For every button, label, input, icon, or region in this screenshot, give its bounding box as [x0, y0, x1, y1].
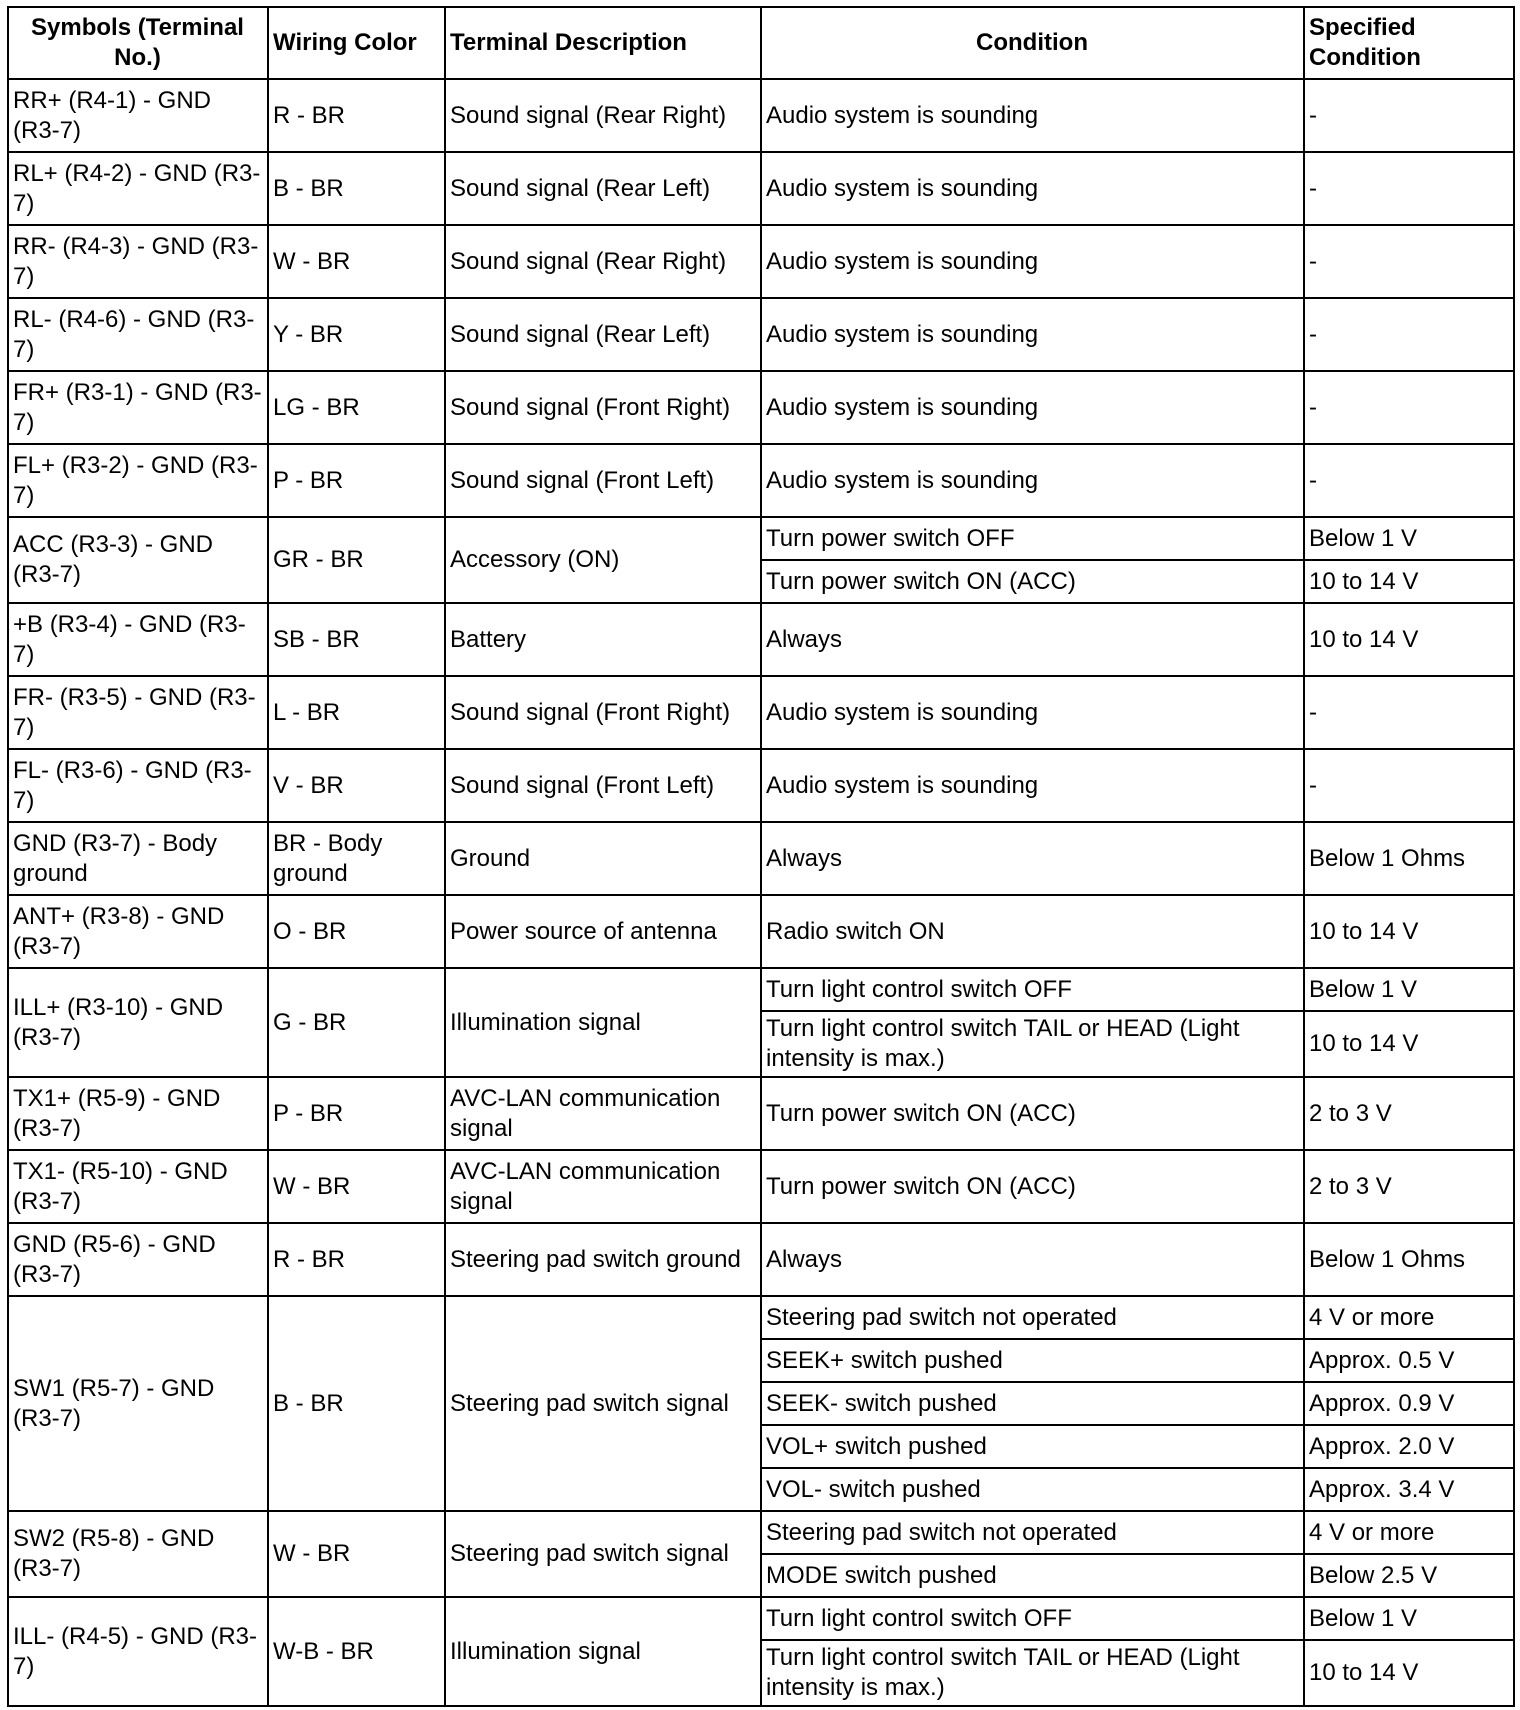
table-row	[8, 298, 1514, 371]
condition-cell: Always	[761, 822, 1304, 895]
condition-cell: Audio system is sounding	[761, 676, 1304, 749]
table-row	[8, 371, 1514, 444]
table-body	[8, 79, 1514, 1706]
specified-condition-cell: Approx. 0.9 V	[1304, 1382, 1514, 1425]
terminal-description-cell: Accessory (ON)	[445, 517, 761, 603]
wiring-color-cell: W - BR	[268, 1150, 445, 1223]
terminal-description-cell: Illumination signal	[445, 1597, 761, 1706]
symbol-cell: ANT+ (R3-8) - GND (R3-7)	[8, 895, 268, 968]
terminal-description-cell: Ground	[445, 822, 761, 895]
header-row	[8, 7, 1514, 79]
terminal-description-cell: Illumination signal	[445, 968, 761, 1077]
condition-cell: SEEK+ switch pushed	[761, 1339, 1304, 1382]
terminal-description-cell: Sound signal (Rear Right)	[445, 79, 761, 152]
condition-cell: Turn power switch OFF	[761, 517, 1304, 560]
symbol-cell: ILL- (R4-5) - GND (R3-7)	[8, 1597, 268, 1706]
wiring-color-cell: W-B - BR	[268, 1597, 445, 1706]
condition-cell: Turn light control switch TAIL or HEAD (Light intensity is max.)	[761, 1640, 1304, 1706]
wiring-color-cell: B - BR	[268, 1296, 445, 1511]
specified-condition-cell: Below 1 V	[1304, 517, 1514, 560]
terminal-description-cell: Sound signal (Front Right)	[445, 371, 761, 444]
specified-condition-cell: Below 1 Ohms	[1304, 822, 1514, 895]
specified-condition-cell: 4 V or more	[1304, 1296, 1514, 1339]
wiring-color-cell: SB - BR	[268, 603, 445, 676]
wiring-color-cell: LG - BR	[268, 371, 445, 444]
specified-condition-cell: Approx. 2.0 V	[1304, 1425, 1514, 1468]
condition-cell: MODE switch pushed	[761, 1554, 1304, 1597]
header-terminal-description: Terminal Description	[445, 7, 761, 79]
specified-condition-cell: 10 to 14 V	[1304, 895, 1514, 968]
specified-condition-cell: -	[1304, 225, 1514, 298]
condition-cell: Steering pad switch not operated	[761, 1296, 1304, 1339]
specified-condition-cell: Below 1 V	[1304, 968, 1514, 1011]
condition-cell: VOL- switch pushed	[761, 1468, 1304, 1511]
condition-cell: Audio system is sounding	[761, 79, 1304, 152]
terminal-description-cell: Sound signal (Front Right)	[445, 676, 761, 749]
header-specified-condition: Specified Condition	[1304, 7, 1514, 79]
terminal-description-cell: Steering pad switch signal	[445, 1296, 761, 1511]
condition-cell: Steering pad switch not operated	[761, 1511, 1304, 1554]
symbol-cell: +B (R3-4) - GND (R3-7)	[8, 603, 268, 676]
table-row	[8, 603, 1514, 676]
table-row	[8, 895, 1514, 968]
table-row	[8, 444, 1514, 517]
wiring-color-cell: L - BR	[268, 676, 445, 749]
terminal-description-cell: Steering pad switch signal	[445, 1511, 761, 1597]
symbol-cell: SW1 (R5-7) - GND (R3-7)	[8, 1296, 268, 1511]
table-row	[8, 1511, 1514, 1554]
terminal-description-cell: AVC-LAN communication signal	[445, 1077, 761, 1150]
table-row	[8, 749, 1514, 822]
wiring-color-cell: P - BR	[268, 444, 445, 517]
condition-cell: Turn light control switch OFF	[761, 968, 1304, 1011]
header-symbols: Symbols (Terminal No.)	[8, 7, 268, 79]
specified-condition-cell: -	[1304, 749, 1514, 822]
table-row	[8, 822, 1514, 895]
condition-cell: Audio system is sounding	[761, 444, 1304, 517]
specified-condition-cell: -	[1304, 298, 1514, 371]
wiring-color-cell: BR - Body ground	[268, 822, 445, 895]
specified-condition-cell: 4 V or more	[1304, 1511, 1514, 1554]
table-row	[8, 1077, 1514, 1150]
terminal-table	[7, 6, 1515, 1707]
condition-cell: Audio system is sounding	[761, 749, 1304, 822]
symbol-cell: TX1- (R5-10) - GND (R3-7)	[8, 1150, 268, 1223]
wiring-color-cell: P - BR	[268, 1077, 445, 1150]
symbol-cell: RR- (R4-3) - GND (R3-7)	[8, 225, 268, 298]
terminal-description-cell: Sound signal (Rear Right)	[445, 225, 761, 298]
specified-condition-cell: -	[1304, 371, 1514, 444]
terminal-description-cell: Sound signal (Front Left)	[445, 444, 761, 517]
table-row	[8, 676, 1514, 749]
table-row	[8, 1223, 1514, 1296]
specified-condition-cell: -	[1304, 676, 1514, 749]
wiring-color-cell: W - BR	[268, 1511, 445, 1597]
symbol-cell: FR+ (R3-1) - GND (R3-7)	[8, 371, 268, 444]
wiring-color-cell: R - BR	[268, 1223, 445, 1296]
header-condition: Condition	[761, 7, 1304, 79]
specified-condition-cell: Approx. 3.4 V	[1304, 1468, 1514, 1511]
specified-condition-cell: 10 to 14 V	[1304, 603, 1514, 676]
wiring-color-cell: W - BR	[268, 225, 445, 298]
condition-cell: Turn light control switch TAIL or HEAD (Light intensity is max.)	[761, 1011, 1304, 1077]
table-row	[8, 225, 1514, 298]
table-row	[8, 1597, 1514, 1640]
symbol-cell: FR- (R3-5) - GND (R3-7)	[8, 676, 268, 749]
specified-condition-cell: 2 to 3 V	[1304, 1077, 1514, 1150]
table-row	[8, 79, 1514, 152]
wiring-color-cell: Y - BR	[268, 298, 445, 371]
terminal-description-cell: Power source of antenna	[445, 895, 761, 968]
wiring-color-cell: GR - BR	[268, 517, 445, 603]
specified-condition-cell: -	[1304, 79, 1514, 152]
terminal-description-cell: Sound signal (Front Left)	[445, 749, 761, 822]
specified-condition-cell: 10 to 14 V	[1304, 1640, 1514, 1706]
condition-cell: Always	[761, 603, 1304, 676]
symbol-cell: GND (R3-7) - Body ground	[8, 822, 268, 895]
condition-cell: Audio system is sounding	[761, 152, 1304, 225]
specified-condition-cell: 10 to 14 V	[1304, 1011, 1514, 1077]
table-row	[8, 968, 1514, 1011]
specified-condition-cell: -	[1304, 152, 1514, 225]
symbol-cell: TX1+ (R5-9) - GND (R3-7)	[8, 1077, 268, 1150]
table-row	[8, 517, 1514, 560]
wiring-color-cell: O - BR	[268, 895, 445, 968]
condition-cell: Audio system is sounding	[761, 225, 1304, 298]
specified-condition-cell: Below 1 V	[1304, 1597, 1514, 1640]
specified-condition-cell: 2 to 3 V	[1304, 1150, 1514, 1223]
condition-cell: SEEK- switch pushed	[761, 1382, 1304, 1425]
condition-cell: Radio switch ON	[761, 895, 1304, 968]
symbol-cell: GND (R5-6) - GND (R3-7)	[8, 1223, 268, 1296]
symbol-cell: SW2 (R5-8) - GND (R3-7)	[8, 1511, 268, 1597]
condition-cell: Turn power switch ON (ACC)	[761, 1150, 1304, 1223]
condition-cell: Turn light control switch OFF	[761, 1597, 1304, 1640]
condition-cell: Audio system is sounding	[761, 298, 1304, 371]
symbol-cell: ACC (R3-3) - GND (R3-7)	[8, 517, 268, 603]
specified-condition-cell: -	[1304, 444, 1514, 517]
terminal-description-cell: Sound signal (Rear Left)	[445, 298, 761, 371]
table-row	[8, 152, 1514, 225]
symbol-cell: FL+ (R3-2) - GND (R3-7)	[8, 444, 268, 517]
condition-cell: Turn power switch ON (ACC)	[761, 560, 1304, 603]
terminal-description-cell: AVC-LAN communication signal	[445, 1150, 761, 1223]
symbol-cell: ILL+ (R3-10) - GND (R3-7)	[8, 968, 268, 1077]
specified-condition-cell: 10 to 14 V	[1304, 560, 1514, 603]
table-row	[8, 1296, 1514, 1339]
condition-cell: Always	[761, 1223, 1304, 1296]
wiring-color-cell: V - BR	[268, 749, 445, 822]
specified-condition-cell: Approx. 0.5 V	[1304, 1339, 1514, 1382]
terminal-description-cell: Steering pad switch ground	[445, 1223, 761, 1296]
symbol-cell: FL- (R3-6) - GND (R3-7)	[8, 749, 268, 822]
specified-condition-cell: Below 1 Ohms	[1304, 1223, 1514, 1296]
symbol-cell: RL- (R4-6) - GND (R3-7)	[8, 298, 268, 371]
wiring-color-cell: B - BR	[268, 152, 445, 225]
condition-cell: VOL+ switch pushed	[761, 1425, 1304, 1468]
condition-cell: Audio system is sounding	[761, 371, 1304, 444]
table-row	[8, 1150, 1514, 1223]
terminal-description-cell: Sound signal (Rear Left)	[445, 152, 761, 225]
wiring-color-cell: R - BR	[268, 79, 445, 152]
wiring-color-cell: G - BR	[268, 968, 445, 1077]
terminal-description-cell: Battery	[445, 603, 761, 676]
condition-cell: Turn power switch ON (ACC)	[761, 1077, 1304, 1150]
symbol-cell: RL+ (R4-2) - GND (R3-7)	[8, 152, 268, 225]
symbol-cell: RR+ (R4-1) - GND (R3-7)	[8, 79, 268, 152]
specified-condition-cell: Below 2.5 V	[1304, 1554, 1514, 1597]
header-wiring-color: Wiring Color	[268, 7, 445, 79]
